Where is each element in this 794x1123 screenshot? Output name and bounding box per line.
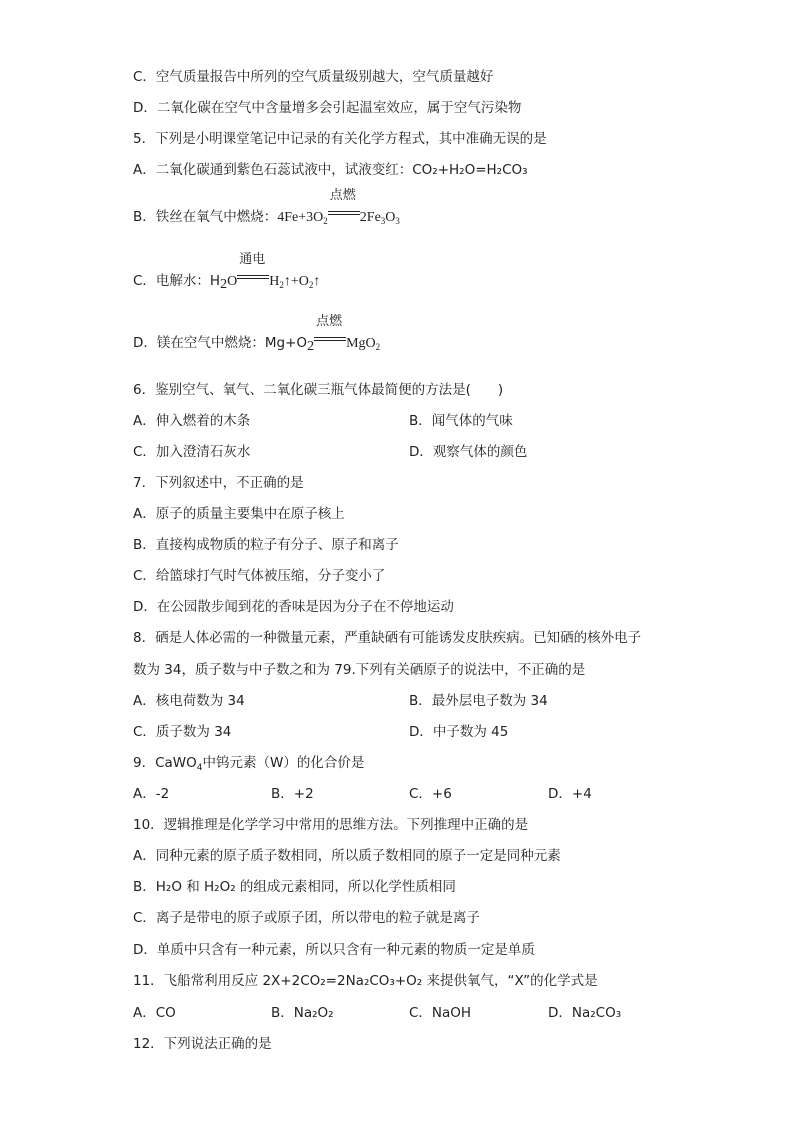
q5-b-left: 4Fe+3O xyxy=(277,210,324,225)
q6-option-d: D．观察气体的颜色 xyxy=(409,444,528,460)
q5-option-c xyxy=(133,252,321,292)
q5-c-right-sub: 2 xyxy=(279,280,284,290)
intro-c: C．空气质量报告中所列的空气质量级别越大，空气质量越好 xyxy=(133,69,494,85)
q9-stem-sub: 4 xyxy=(196,763,203,773)
q5-c-sub: 2 xyxy=(220,277,228,292)
q5-b-right-sub2: 3 xyxy=(395,216,400,226)
q9-stem xyxy=(133,754,364,772)
q5-option-b xyxy=(133,188,400,227)
q12-stem: 12．下列说法正确的是 xyxy=(133,1036,272,1052)
reaction-condition xyxy=(314,314,346,347)
q7-option-a: A．原子的质量主要集中在原子核上 xyxy=(133,506,345,522)
q11-stem: 11．飞船常利用反应 2X+2CO₂=2Na₂CO₃+O₂ 来提供氧气，“X”的化学式是 xyxy=(133,973,598,989)
q8-option-d: D．中子数为 45 xyxy=(409,724,509,740)
condition-label: 点燃 xyxy=(316,314,343,329)
q5-c-left2: O xyxy=(227,274,238,289)
q11-option-c: C．NaOH xyxy=(409,1005,472,1021)
q10-option-d: D．单质中只含有一种元素，所以只含有一种元素的物质一定是单质 xyxy=(133,942,535,958)
q5-c-right2: ↑+O xyxy=(283,274,309,289)
q10-stem: 10．逻辑推理是化学学习中常用的思维方法。下列推理中正确的是 xyxy=(133,817,529,833)
reaction-condition xyxy=(237,252,269,285)
q7-stem: 7．下列叙述中，不正确的是 xyxy=(133,475,304,491)
q5-b-right2: O xyxy=(385,210,396,225)
q8-option-a: A．核电荷数为 34 xyxy=(133,693,245,709)
q9-option-b: B．+2 xyxy=(271,786,314,802)
q5-d-sub: 2 xyxy=(307,339,315,354)
q8-stem-line1: 8．硒是人体必需的一种微量元素，严重缺硒有可能诱发皮肤疾病。已知硒的核外电子 xyxy=(133,630,642,646)
q5-option-d xyxy=(133,314,381,354)
intro-d: D．二氧化碳在空气中含量增多会引起温室效应，属于空气污染物 xyxy=(133,100,522,116)
q10-option-a: A．同种元素的原子质子数相同，所以质子数相同的原子一定是同种元素 xyxy=(133,848,561,864)
q5-c-right-sub2: 2 xyxy=(308,280,314,290)
q9-option-d: D．+4 xyxy=(548,786,592,802)
q8-option-c: C．质子数为 34 xyxy=(133,724,232,740)
condition-label: 通电 xyxy=(239,252,266,267)
reaction-condition xyxy=(328,188,360,221)
q5-b-right: 2Fe xyxy=(359,210,381,225)
q6-stem: 6．鉴别空气、氧气、二氧化碳三瓶气体最简便的方法是( ) xyxy=(133,382,504,398)
q7-option-d: D．在公园散步闻到花的香味是因为分子在不停地运动 xyxy=(133,599,454,615)
q6-option-c: C．加入澄清石灰水 xyxy=(133,444,251,460)
q10-option-c: C．离子是带电的原子或原子团，所以带电的粒子就是离子 xyxy=(133,910,480,926)
q5-b-prefix: B．铁丝在氧气中燃烧： xyxy=(133,209,278,225)
q5-stem: 5．下列是小明课堂笔记中记录的有关化学方程式，其中准确无误的是 xyxy=(133,131,547,147)
q8-option-b: B．最外层电子数为 34 xyxy=(409,693,548,709)
q6-option-a: A．伸入燃着的木条 xyxy=(133,413,251,429)
q5-c-prefix: C．电解水：H xyxy=(133,273,221,289)
q5-c-right3: ↑ xyxy=(313,274,321,289)
q5-d-prefix: D．镁在空气中燃烧：Mg+O xyxy=(133,335,308,351)
q11-option-b: B．Na₂O₂ xyxy=(271,1005,334,1021)
q5-c-right: H xyxy=(269,274,280,289)
q9-stem-post: 中钨元素（W）的化合价是 xyxy=(202,755,365,771)
q5-d-right-sub: 2 xyxy=(375,342,381,352)
q5-b-left-sub: 2 xyxy=(323,216,328,226)
q5-d-right: MgO xyxy=(346,336,376,351)
q7-option-b: B．直接构成物质的粒子有分子、原子和离子 xyxy=(133,537,399,553)
q11-option-a: A．CO xyxy=(133,1005,176,1021)
q6-option-b: B．闻气体的气味 xyxy=(409,413,513,429)
q5-option-a: A．二氧化碳通到紫色石蕊试液中，试液变红：CO₂+H₂O=H₂CO₃ xyxy=(133,162,528,178)
q7-option-c: C．给篮球打气时气体被压缩，分子变小了 xyxy=(133,568,386,584)
q8-stem-line2: 数为 34，质子数与中子数之和为 79.下列有关硒原子的说法中，不正确的是 xyxy=(133,662,586,678)
q9-option-c: C．+6 xyxy=(409,786,452,802)
q10-option-b: B．H₂O 和 H₂O₂ 的组成元素相同，所以化学性质相同 xyxy=(133,879,456,895)
q5-b-right-sub: 3 xyxy=(380,216,386,226)
condition-label: 点燃 xyxy=(329,188,356,203)
q11-option-d: D．Na₂CO₃ xyxy=(548,1005,622,1021)
q9-option-a: A．-2 xyxy=(133,786,170,802)
q9-stem-pre: 9．CaWO xyxy=(133,755,197,771)
